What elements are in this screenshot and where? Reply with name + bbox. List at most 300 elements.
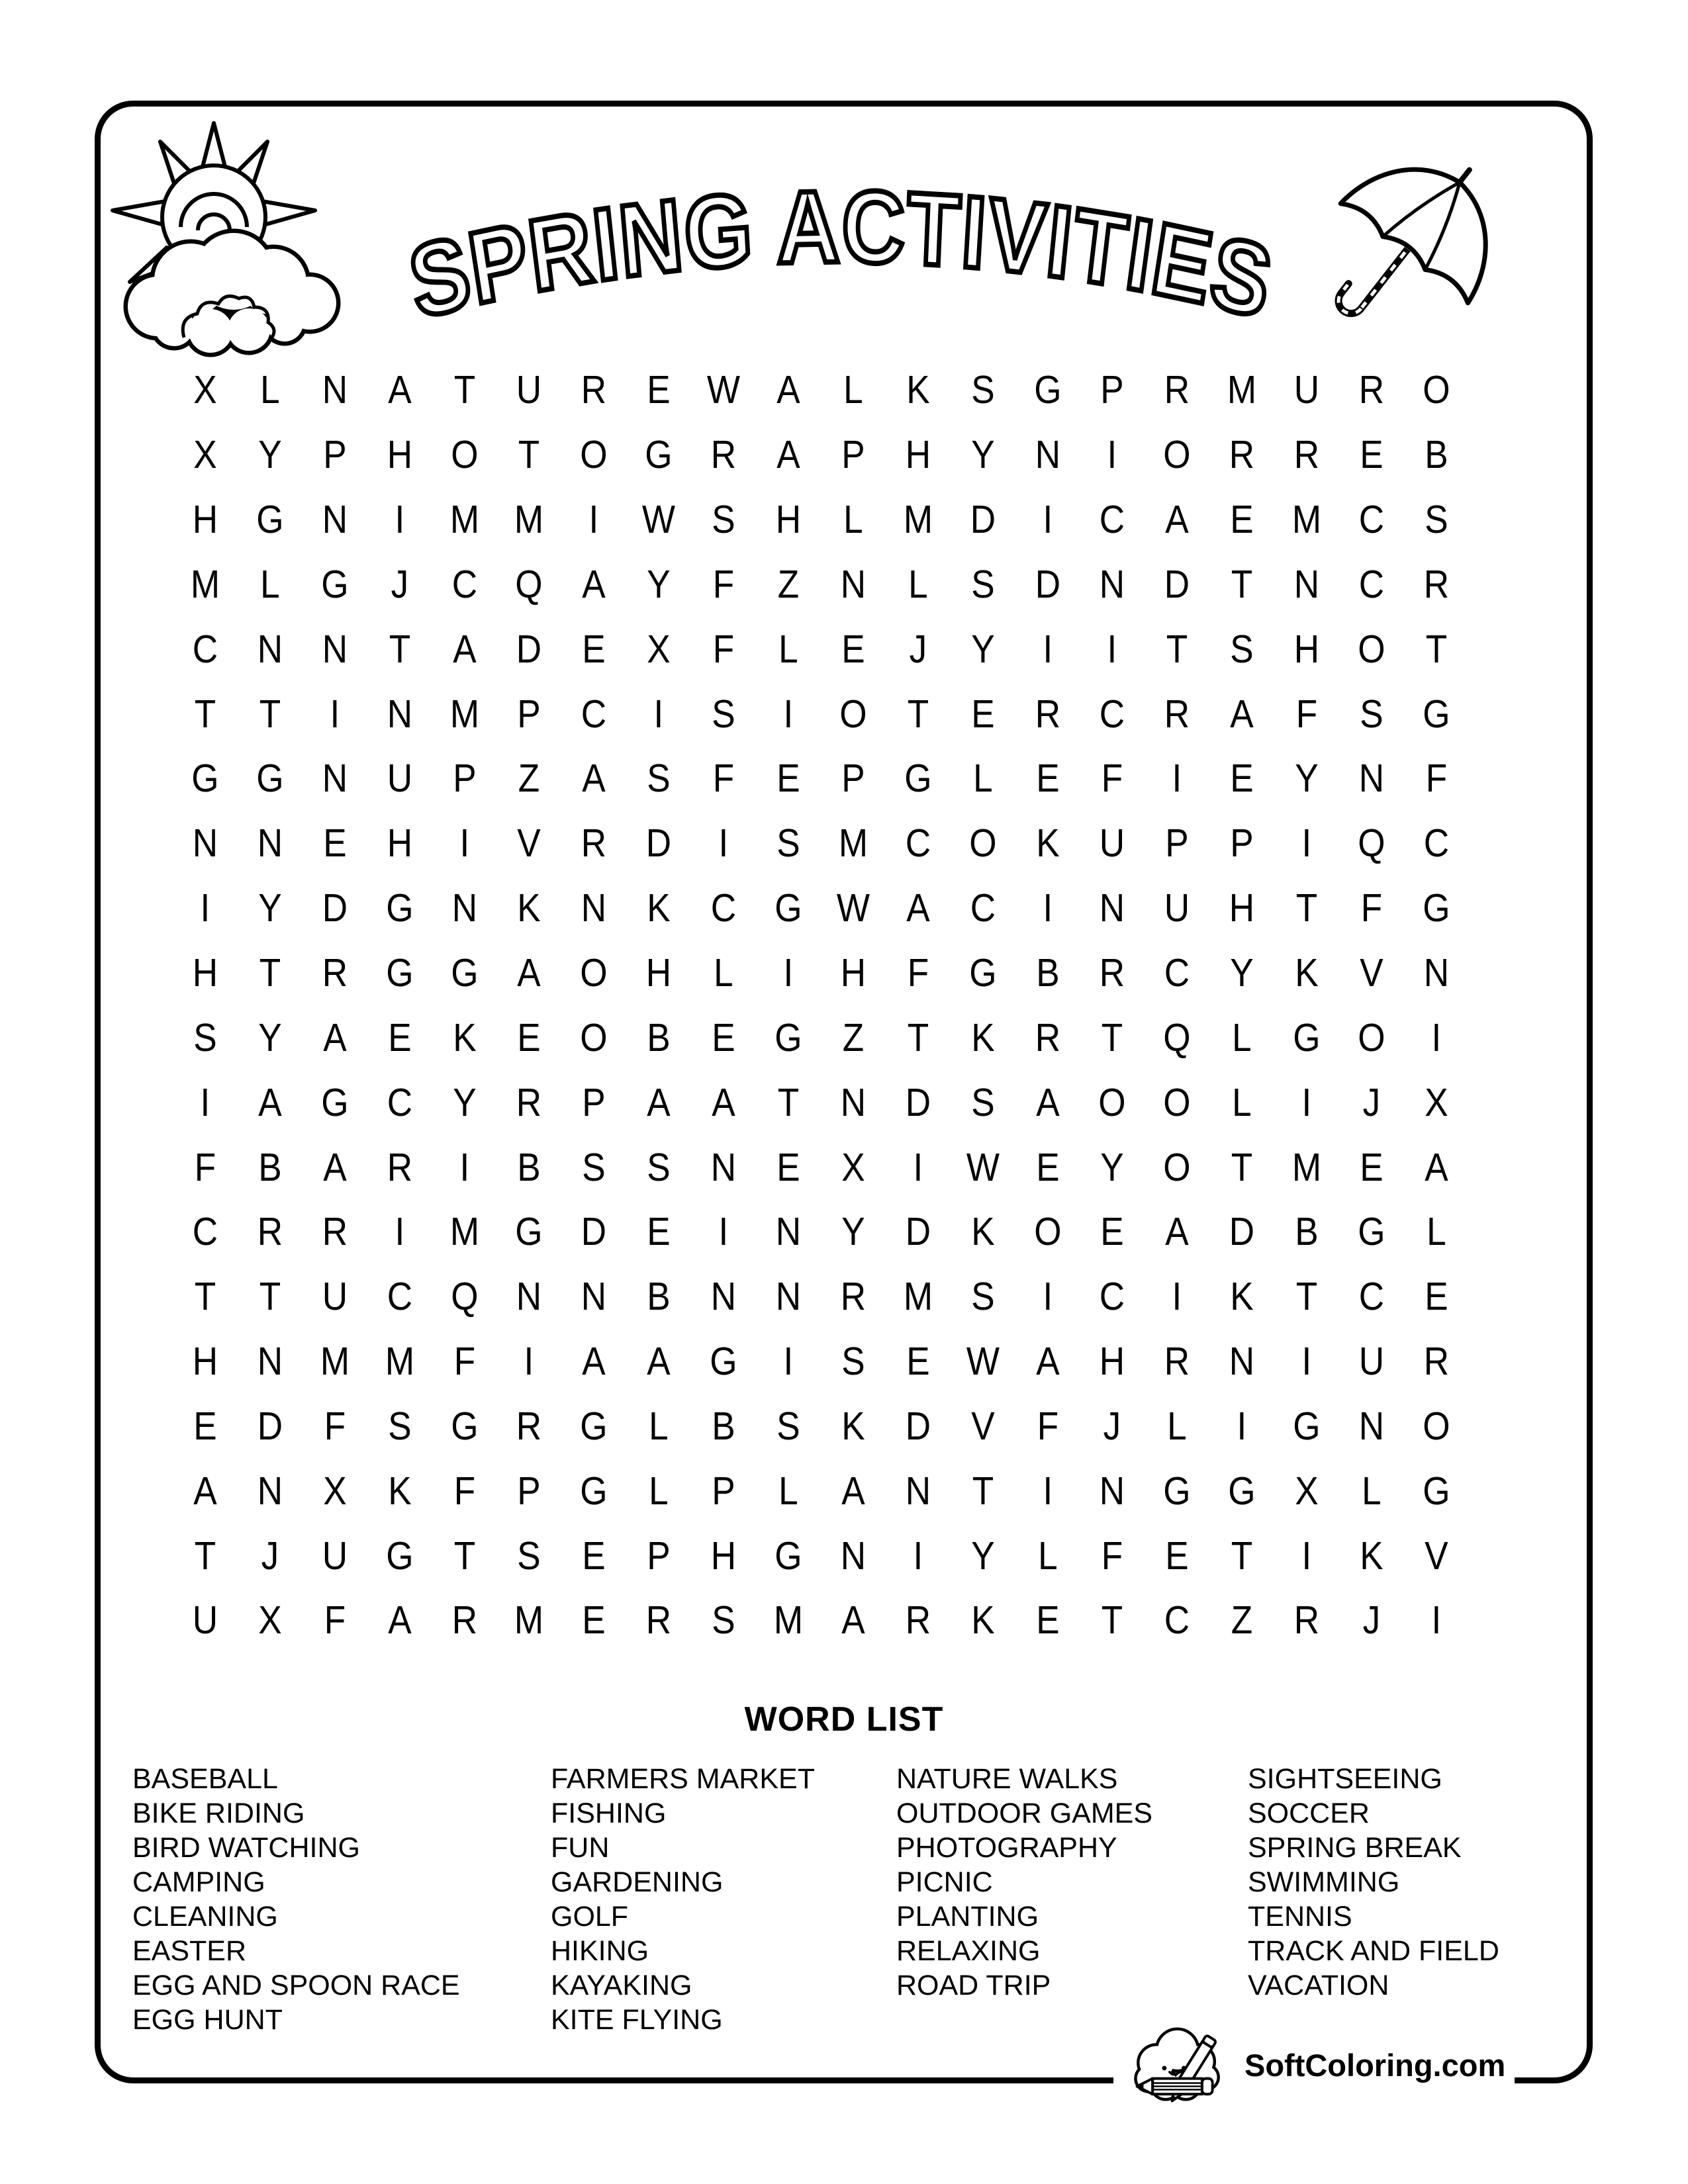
grid-letter: I bbox=[1301, 1340, 1312, 1384]
grid-letter: R bbox=[516, 1404, 542, 1448]
grid-letter: G bbox=[645, 433, 673, 477]
grid-letter: H bbox=[1100, 1340, 1125, 1384]
grid-letter: A bbox=[517, 951, 541, 995]
grid-letter: S bbox=[387, 1404, 412, 1448]
grid-letter: W bbox=[642, 498, 676, 542]
grid-letter: K bbox=[1295, 951, 1319, 995]
grid-letter: R bbox=[1164, 1340, 1190, 1384]
grid-letter: E bbox=[323, 821, 347, 866]
word-list-item: ROAD TRIP bbox=[896, 1970, 1051, 2001]
grid-letter: E bbox=[1360, 433, 1383, 477]
grid-letter: H bbox=[192, 951, 218, 995]
grid-letter: G bbox=[580, 1469, 608, 1513]
grid-letter: E bbox=[582, 627, 606, 671]
word-list-item: CAMPING bbox=[132, 1866, 265, 1898]
grid-letter: I bbox=[524, 1340, 534, 1384]
grid-letter: C bbox=[387, 1275, 412, 1319]
grid-letter: I bbox=[913, 1145, 923, 1189]
word-list-item: SIGHTSEEING bbox=[1248, 1763, 1442, 1795]
grid-letter: B bbox=[1035, 951, 1060, 995]
grid-letter: M bbox=[838, 821, 868, 866]
grid-letter: U bbox=[1164, 886, 1190, 931]
grid-letter: I bbox=[395, 1210, 404, 1254]
grid-letter: N bbox=[192, 821, 218, 866]
grid-letter: X bbox=[1295, 1469, 1319, 1513]
grid-letter: G bbox=[1293, 1404, 1321, 1448]
word-list-item: PLANTING bbox=[896, 1901, 1039, 1933]
word-list-item: SOCCER bbox=[1248, 1797, 1370, 1829]
grid-letter: R bbox=[257, 1210, 283, 1254]
grid-letter: A bbox=[1035, 1340, 1060, 1384]
grid-letter: P bbox=[841, 433, 865, 477]
grid-letter: H bbox=[840, 951, 867, 995]
grid-letter: P bbox=[582, 1080, 606, 1124]
grid-letter: R bbox=[1293, 433, 1320, 477]
grid-letter: J bbox=[1362, 1080, 1381, 1124]
word-list-column bbox=[551, 1762, 896, 2037]
grid-letter: I bbox=[459, 1145, 469, 1189]
grid-letter: N bbox=[581, 1275, 607, 1319]
grid-letter: C bbox=[1358, 562, 1385, 606]
grid-letter: Y bbox=[970, 433, 995, 477]
grid-letter: J bbox=[391, 562, 408, 606]
grid-letter: E bbox=[841, 627, 865, 671]
grid-letter: J bbox=[1103, 1404, 1121, 1448]
grid-letter: N bbox=[322, 756, 348, 801]
page-title-text: SPRING ACTIVITIES bbox=[401, 169, 1281, 341]
grid-letter: U bbox=[516, 368, 542, 412]
grid-letter: S bbox=[841, 1340, 865, 1384]
grid-letter: D bbox=[970, 498, 996, 542]
grid-letter: C bbox=[581, 692, 607, 736]
grid-letter: A bbox=[193, 1469, 217, 1513]
grid-letter: T bbox=[1231, 562, 1253, 606]
grid-letter: U bbox=[322, 1275, 348, 1319]
grid-letter: D bbox=[257, 1404, 283, 1448]
grid-letter: W bbox=[707, 368, 741, 412]
grid-letter: G bbox=[1423, 692, 1450, 736]
grid-letter: X bbox=[193, 433, 217, 477]
grid-letter: H bbox=[905, 433, 931, 477]
grid-letter: G bbox=[1358, 1210, 1385, 1254]
grid-letter: G bbox=[710, 1340, 737, 1384]
grid-letter: M bbox=[449, 1210, 479, 1254]
grid-letter: T bbox=[518, 433, 540, 477]
word-list-item: BIRD WATCHING bbox=[132, 1832, 360, 1864]
grid-letter: I bbox=[1043, 1469, 1053, 1513]
grid-letter: P bbox=[1165, 821, 1190, 866]
grid-letter: S bbox=[193, 1015, 217, 1060]
grid-letter: H bbox=[387, 433, 412, 477]
grid-letter: M bbox=[385, 1340, 414, 1384]
grid-letter: T bbox=[194, 692, 216, 736]
grid-letter: S bbox=[1425, 498, 1448, 542]
word-list-item: PHOTOGRAPHY bbox=[896, 1832, 1117, 1864]
grid-letter: I bbox=[1043, 1275, 1053, 1319]
grid-letter: A bbox=[1425, 1145, 1448, 1189]
grid-letter: A bbox=[712, 1080, 735, 1124]
grid-letter: H bbox=[192, 498, 218, 542]
grid-letter: P bbox=[712, 1469, 735, 1513]
grid-letter: I bbox=[330, 692, 340, 736]
grid-letter: H bbox=[192, 1340, 218, 1384]
grid-letter: G bbox=[1293, 1015, 1321, 1060]
grid-letter: T bbox=[777, 1080, 800, 1124]
grid-letter: I bbox=[913, 1533, 923, 1578]
grid-letter: C bbox=[1164, 1598, 1190, 1643]
grid-letter: G bbox=[385, 886, 414, 931]
grid-letter: O bbox=[1423, 368, 1450, 412]
grid-letter: P bbox=[517, 692, 541, 736]
grid-letter: N bbox=[1293, 562, 1320, 606]
grid-letter: I bbox=[1301, 1533, 1312, 1578]
word-list-item: RELAXING bbox=[896, 1935, 1041, 1967]
grid-letter: O bbox=[1033, 1210, 1062, 1254]
grid-letter: I bbox=[1237, 1404, 1247, 1448]
grid-letter: N bbox=[387, 692, 412, 736]
grid-letter: L bbox=[778, 627, 798, 671]
grid-letter: R bbox=[840, 1275, 867, 1319]
grid-letter: I bbox=[718, 1210, 729, 1254]
grid-letter: X bbox=[841, 1145, 865, 1189]
grid-letter: A bbox=[1165, 1210, 1190, 1254]
grid-letter: T bbox=[259, 692, 281, 736]
grid-letter: F bbox=[324, 1404, 346, 1448]
grid-letter: M bbox=[773, 1598, 804, 1643]
grid-letter: A bbox=[582, 756, 606, 801]
grid-letter: F bbox=[1102, 756, 1123, 801]
grid-letter: D bbox=[905, 1210, 931, 1254]
word-list-column bbox=[1248, 1762, 1499, 2037]
grid-letter: V bbox=[517, 821, 541, 866]
grid-letter: I bbox=[783, 692, 794, 736]
grid-letter: I bbox=[783, 951, 794, 995]
grid-letter: R bbox=[1293, 1598, 1320, 1643]
grid-letter: B bbox=[258, 1145, 282, 1189]
grid-letter: H bbox=[387, 821, 412, 866]
grid-letter: V bbox=[1360, 951, 1383, 995]
grid-letter: I bbox=[200, 1080, 211, 1124]
grid-letter: M bbox=[190, 562, 220, 606]
word-list-item: GOLF bbox=[551, 1901, 629, 1933]
grid-letter: I bbox=[395, 498, 404, 542]
word-list-item: PICNIC bbox=[896, 1866, 993, 1898]
grid-letter: M bbox=[903, 498, 933, 542]
grid-letter: G bbox=[904, 756, 932, 801]
grid-letter: Z bbox=[842, 1015, 865, 1060]
grid-letter: T bbox=[259, 951, 281, 995]
grid-letter: L bbox=[972, 756, 993, 801]
grid-letter: L bbox=[908, 562, 928, 606]
grid-letter: R bbox=[1100, 951, 1125, 995]
grid-letter: B bbox=[1295, 1210, 1319, 1254]
grid-letter: I bbox=[1172, 1275, 1182, 1319]
grid-letter: V bbox=[1425, 1533, 1448, 1578]
grid-letter: G bbox=[191, 756, 219, 801]
grid-letter: L bbox=[1232, 1080, 1252, 1124]
grid-letter: I bbox=[1043, 627, 1053, 671]
grid-letter: T bbox=[194, 1533, 216, 1578]
word-search-grid bbox=[173, 358, 1469, 1653]
grid-letter: Y bbox=[647, 562, 671, 606]
grid-letter: A bbox=[323, 1015, 347, 1060]
word-list-item: EGG HUNT bbox=[132, 2004, 283, 2036]
grid-letter: D bbox=[1035, 562, 1060, 606]
grid-letter: I bbox=[1301, 1080, 1312, 1124]
grid-letter: I bbox=[1043, 886, 1053, 931]
grid-letter: O bbox=[1358, 627, 1385, 671]
grid-letter: N bbox=[322, 627, 348, 671]
grid-letter: L bbox=[1362, 1469, 1382, 1513]
grid-letter: T bbox=[194, 1275, 216, 1319]
grid-letter: E bbox=[582, 1598, 606, 1643]
grid-letter: M bbox=[449, 498, 479, 542]
grid-letter: C bbox=[451, 562, 477, 606]
grid-letter: T bbox=[1295, 886, 1318, 931]
grid-letter: P bbox=[841, 756, 865, 801]
grid-letter: G bbox=[321, 1080, 349, 1124]
grid-letter: A bbox=[841, 1469, 865, 1513]
grid-letter: A bbox=[1165, 498, 1190, 542]
grid-letter: Y bbox=[258, 1015, 282, 1060]
grid-letter: N bbox=[905, 1469, 931, 1513]
grid-letter: E bbox=[776, 756, 800, 801]
word-list-item: BIKE RIDING bbox=[132, 1797, 305, 1829]
grid-letter: N bbox=[1229, 1340, 1255, 1384]
grid-letter: U bbox=[322, 1533, 348, 1578]
grid-letter: I bbox=[200, 886, 211, 931]
grid-letter: C bbox=[1358, 498, 1385, 542]
grid-letter: I bbox=[1107, 627, 1117, 671]
grid-letter: A bbox=[1230, 692, 1254, 736]
word-list-column bbox=[132, 1762, 551, 2037]
grid-letter: R bbox=[581, 368, 607, 412]
word-list-columns bbox=[132, 1762, 1499, 2037]
footer-brand bbox=[1113, 2012, 1515, 2118]
grid-letter: N bbox=[257, 1340, 283, 1384]
grid-letter: D bbox=[1229, 1210, 1255, 1254]
grid-letter: N bbox=[1035, 433, 1060, 477]
grid-letter: J bbox=[1362, 1598, 1381, 1643]
grid-letter: T bbox=[453, 368, 475, 412]
grid-letter: R bbox=[451, 1598, 477, 1643]
grid-letter: C bbox=[1100, 498, 1125, 542]
grid-letter: T bbox=[907, 1015, 929, 1060]
grid-letter: G bbox=[256, 756, 284, 801]
grid-letter: V bbox=[970, 1404, 995, 1448]
grid-letter: P bbox=[1230, 821, 1254, 866]
grid-letter: C bbox=[387, 1080, 412, 1124]
grid-letter: K bbox=[517, 886, 541, 931]
grid-letter: P bbox=[1100, 368, 1125, 412]
grid-letter: C bbox=[1100, 692, 1125, 736]
grid-letter: F bbox=[712, 562, 735, 606]
grid-letter: E bbox=[1230, 498, 1254, 542]
grid-letter: S bbox=[517, 1533, 541, 1578]
grid-letter: F bbox=[1102, 1533, 1123, 1578]
grid-letter: X bbox=[647, 627, 671, 671]
grid-letter: H bbox=[775, 498, 802, 542]
grid-letter: T bbox=[453, 1533, 475, 1578]
grid-letter: I bbox=[1043, 498, 1053, 542]
grid-letter: R bbox=[905, 1598, 931, 1643]
grid-letter: O bbox=[1163, 1080, 1191, 1124]
grid-letter: N bbox=[257, 1469, 283, 1513]
grid-letter: P bbox=[647, 1533, 671, 1578]
grid-letter: G bbox=[515, 1210, 543, 1254]
grid-letter: H bbox=[1229, 886, 1255, 931]
grid-letter: F bbox=[1037, 1404, 1058, 1448]
grid-letter: R bbox=[322, 1210, 348, 1254]
grid-letter: K bbox=[970, 1210, 995, 1254]
grid-letter: K bbox=[1035, 821, 1060, 866]
grid-letter: B bbox=[647, 1275, 671, 1319]
grid-letter: N bbox=[1100, 886, 1125, 931]
grid-letter: S bbox=[647, 756, 671, 801]
grid-letter: C bbox=[1100, 1275, 1125, 1319]
word-list-item: TRACK AND FIELD bbox=[1248, 1935, 1499, 1967]
grid-letter: L bbox=[1427, 1210, 1446, 1254]
word-list-item: EGG AND SPOON RACE bbox=[132, 1970, 460, 2001]
grid-letter: G bbox=[774, 1533, 802, 1578]
grid-letter: S bbox=[970, 1275, 995, 1319]
grid-letter: Y bbox=[258, 886, 282, 931]
grid-letter: I bbox=[718, 821, 729, 866]
grid-letter: R bbox=[322, 951, 348, 995]
grid-letter: I bbox=[588, 498, 599, 542]
grid-letter: B bbox=[1425, 433, 1448, 477]
grid-letter: S bbox=[582, 1145, 606, 1189]
grid-letter: S bbox=[970, 562, 995, 606]
grid-letter: G bbox=[1033, 368, 1062, 412]
grid-letter: R bbox=[1164, 692, 1190, 736]
grid-letter: P bbox=[452, 756, 477, 801]
grid-letter: L bbox=[1037, 1533, 1058, 1578]
word-list-item: TENNIS bbox=[1248, 1901, 1352, 1933]
grid-letter: O bbox=[580, 1015, 608, 1060]
grid-letter: N bbox=[451, 886, 477, 931]
grid-letter: C bbox=[192, 1210, 218, 1254]
footer-site-name: SoftColoring.com bbox=[1244, 2047, 1506, 2083]
grid-letter: C bbox=[192, 627, 218, 671]
grid-letter: D bbox=[322, 886, 348, 931]
grid-letter: R bbox=[387, 1145, 412, 1189]
grid-letter: G bbox=[580, 1404, 608, 1448]
grid-letter: E bbox=[647, 1210, 671, 1254]
grid-letter: F bbox=[453, 1340, 475, 1384]
grid-letter: Y bbox=[1295, 756, 1319, 801]
grid-letter: S bbox=[647, 1145, 671, 1189]
grid-letter: Z bbox=[518, 756, 540, 801]
grid-letter: C bbox=[1164, 951, 1190, 995]
grid-letter: M bbox=[514, 1598, 544, 1643]
grid-letter: T bbox=[1295, 1275, 1318, 1319]
grid-letter: E bbox=[1035, 1598, 1060, 1643]
grid-letter: T bbox=[1231, 1145, 1253, 1189]
grid-letter: F bbox=[907, 951, 929, 995]
grid-letter: A bbox=[841, 1598, 865, 1643]
grid-letter: M bbox=[1227, 368, 1257, 412]
grid-letter: R bbox=[1229, 433, 1255, 477]
grid-letter: K bbox=[1360, 1533, 1383, 1578]
grid-letter: N bbox=[710, 1275, 737, 1319]
cloud-pencil-mascot-icon bbox=[1123, 2015, 1237, 2115]
grid-letter: N bbox=[840, 562, 867, 606]
grid-letter: K bbox=[1230, 1275, 1254, 1319]
grid-letter: T bbox=[1425, 627, 1448, 671]
grid-letter: S bbox=[1230, 627, 1254, 671]
grid-letter: I bbox=[653, 692, 664, 736]
sun-behind-cloud-icon bbox=[105, 118, 359, 364]
grid-letter: K bbox=[906, 368, 930, 412]
grid-letter: P bbox=[517, 1469, 541, 1513]
grid-letter: N bbox=[257, 627, 283, 671]
grid-letter: C bbox=[1358, 1275, 1385, 1319]
grid-letter: I bbox=[1431, 1598, 1442, 1643]
grid-letter: K bbox=[970, 1015, 995, 1060]
grid-letter: N bbox=[1100, 1469, 1125, 1513]
grid-letter: E bbox=[647, 368, 671, 412]
grid-letter: D bbox=[516, 627, 542, 671]
grid-letter: L bbox=[843, 498, 863, 542]
grid-letter: E bbox=[1360, 1145, 1383, 1189]
grid-letter: X bbox=[258, 1598, 282, 1643]
grid-letter: O bbox=[580, 951, 608, 995]
grid-letter: G bbox=[1423, 1469, 1450, 1513]
grid-letter: B bbox=[712, 1404, 735, 1448]
grid-letter: C bbox=[1423, 821, 1450, 866]
grid-letter: Y bbox=[452, 1080, 477, 1124]
grid-letter: L bbox=[1232, 1015, 1252, 1060]
grid-letter: A bbox=[582, 1340, 606, 1384]
grid-letter: M bbox=[320, 1340, 350, 1384]
grid-letter: E bbox=[712, 1015, 735, 1060]
grid-letter: F bbox=[1360, 886, 1383, 931]
grid-letter: K bbox=[387, 1469, 412, 1513]
grid-letter: N bbox=[710, 1145, 737, 1189]
grid-letter: G bbox=[774, 1015, 802, 1060]
grid-letter: N bbox=[1100, 562, 1125, 606]
grid-letter: S bbox=[776, 1404, 800, 1448]
grid-letter: F bbox=[194, 1145, 216, 1189]
grid-letter: E bbox=[1230, 756, 1254, 801]
grid-letter: H bbox=[646, 951, 672, 995]
grid-letter: Z bbox=[777, 562, 800, 606]
grid-letter: U bbox=[1293, 368, 1320, 412]
grid-letter: R bbox=[1358, 368, 1385, 412]
grid-letter: S bbox=[712, 692, 735, 736]
grid-letter: A bbox=[776, 368, 800, 412]
grid-letter: Z bbox=[1231, 1598, 1253, 1643]
grid-letter: Y bbox=[970, 627, 995, 671]
grid-letter: K bbox=[647, 886, 671, 931]
grid-letter: O bbox=[1358, 1015, 1385, 1060]
grid-letter: A bbox=[647, 1080, 671, 1124]
grid-letter: L bbox=[1167, 1404, 1188, 1448]
grid-letter: L bbox=[260, 368, 280, 412]
grid-letter: R bbox=[710, 433, 737, 477]
word-list-item: FUN bbox=[551, 1832, 610, 1864]
grid-letter: C bbox=[905, 821, 931, 866]
grid-letter: K bbox=[970, 1598, 995, 1643]
grid-letter: Y bbox=[258, 433, 282, 477]
grid-letter: N bbox=[516, 1275, 542, 1319]
grid-letter: A bbox=[258, 1080, 282, 1124]
grid-letter: R bbox=[516, 1080, 542, 1124]
grid-letter: E bbox=[1425, 1275, 1448, 1319]
grid-letter: O bbox=[450, 433, 479, 477]
grid-letter: A bbox=[906, 886, 930, 931]
